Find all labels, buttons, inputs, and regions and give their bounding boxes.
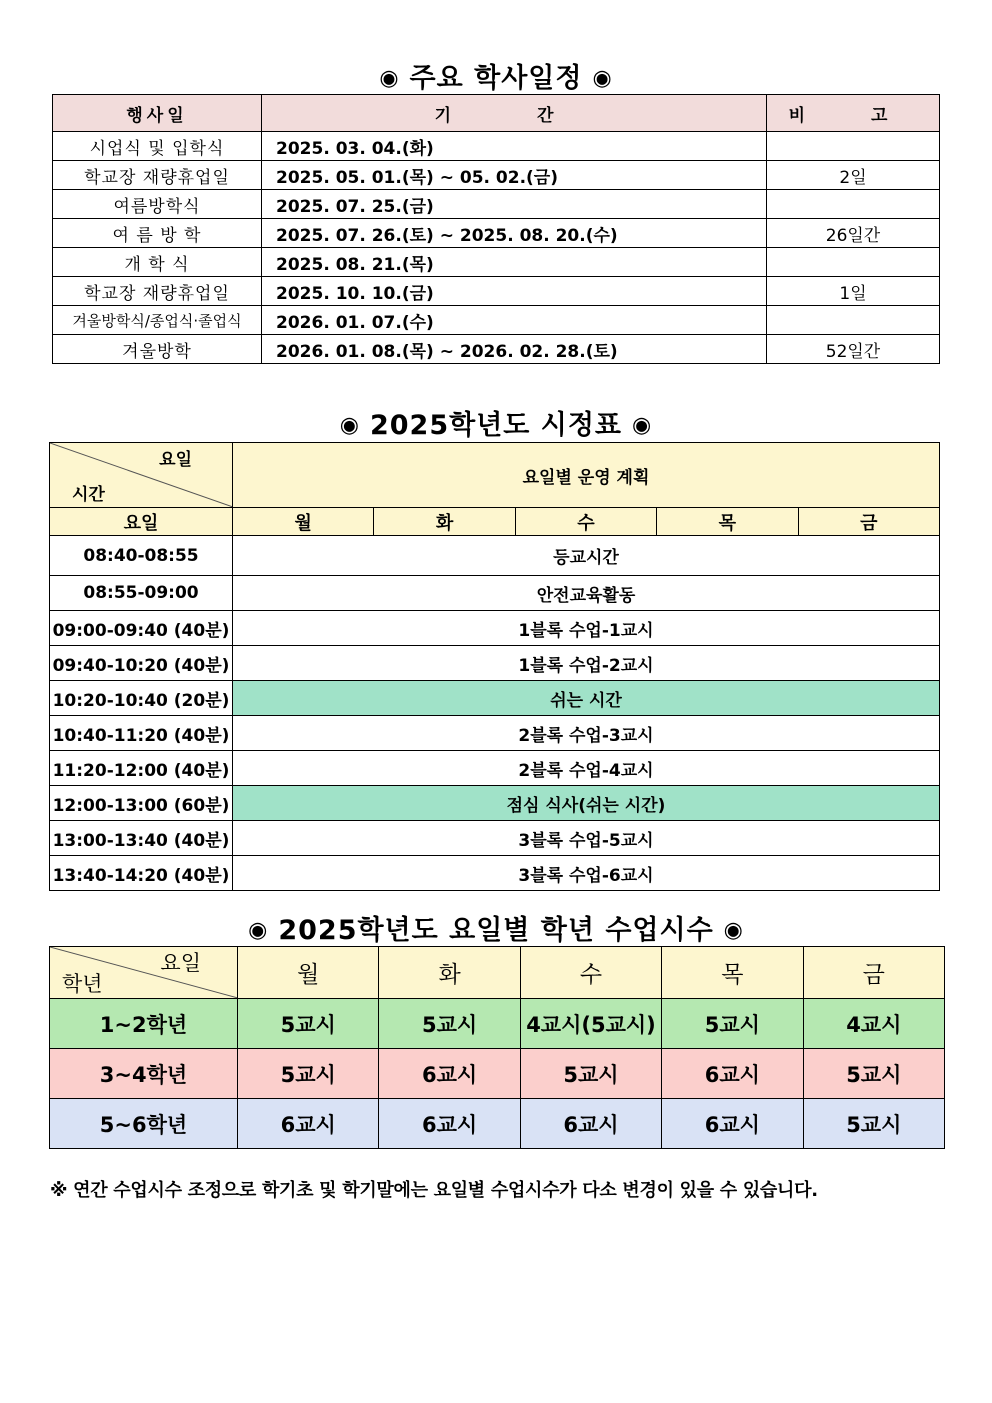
event-period: 2025. 03. 04.(화) <box>262 132 767 161</box>
day-mon: 월 <box>238 947 379 999</box>
time-cell: 10:20-10:40 (20분) <box>50 681 233 716</box>
plan-header: 요일별 운영 계획 <box>233 443 940 508</box>
day-label: 요일 <box>50 508 233 536</box>
periods-title <box>0 914 992 948</box>
header-event: 행사일 <box>53 95 262 132</box>
table-row <box>53 306 940 335</box>
header-period: 기 간 <box>262 95 767 132</box>
footnote: ※ 연간 수업시수 조정으로 학기초 및 학기말에는 요일별 수업시수가 다소 변경이 있을 수 있습니다. <box>50 1180 818 1201</box>
break-cell: 점심 식사(쉬는 시간) <box>233 786 940 821</box>
day-wed: 수 <box>515 508 656 536</box>
table-row <box>53 219 940 248</box>
period-cell: 5교시 <box>238 1049 379 1099</box>
event-name: 여름방학식 <box>53 190 262 219</box>
period-cell: 6교시 <box>238 1099 379 1149</box>
event-note <box>767 132 940 161</box>
timetable-table <box>49 442 940 891</box>
event-name: 학교장 재량휴업일 <box>53 277 262 306</box>
timetable-title <box>0 409 992 443</box>
event-name: 시업식 및 입학식 <box>53 132 262 161</box>
event-note: 1일 <box>767 277 940 306</box>
event-note <box>767 248 940 277</box>
event-name: 겨울방학 <box>53 335 262 364</box>
day-fri: 금 <box>798 508 939 536</box>
event-period: 2025. 10. 10.(금) <box>262 277 767 306</box>
grade-cell: 3~4학년 <box>50 1049 238 1099</box>
event-note <box>767 190 940 219</box>
periods-title-text: 2025학년도 요일별 학년 수업시수 <box>278 915 714 946</box>
event-period: 2025. 07. 26.(토) ~ 2025. 08. 20.(수) <box>262 219 767 248</box>
time-cell: 10:40-11:20 (40분) <box>50 716 233 751</box>
period-cell: 6교시 <box>662 1049 803 1099</box>
period-cell: 4교시 <box>803 999 944 1049</box>
period-cell: 6교시 <box>662 1099 803 1149</box>
event-note: 2일 <box>767 161 940 190</box>
event-name: 여 름 방 학 <box>53 219 262 248</box>
activity-cell: 2블록 수업-4교시 <box>233 751 940 786</box>
schedule-title <box>0 62 992 96</box>
activity-cell: 3블록 수업-6교시 <box>233 856 940 891</box>
corner-day-label: 요일 <box>159 450 192 470</box>
activity-cell: 2블록 수업-3교시 <box>233 716 940 751</box>
table-row <box>53 132 940 161</box>
circled-dot-icon: ◉ <box>723 918 744 943</box>
time-cell: 09:40-10:20 (40분) <box>50 646 233 681</box>
period-cell: 5교시 <box>238 999 379 1049</box>
corner-cell <box>50 947 238 999</box>
activity-cell: 1블록 수업-1교시 <box>233 611 940 646</box>
activity-cell: 3블록 수업-5교시 <box>233 821 940 856</box>
circled-dot-icon: ◉ <box>248 918 269 943</box>
event-name: 겨울방학식/종업식·졸업식 <box>53 306 262 335</box>
day-tue: 화 <box>374 508 515 536</box>
circled-dot-icon: ◉ <box>339 413 360 438</box>
event-note: 26일간 <box>767 219 940 248</box>
corner-time-label: 시간 <box>72 485 105 505</box>
table-row <box>50 999 945 1049</box>
table-row <box>53 335 940 364</box>
time-cell: 11:20-12:00 (40분) <box>50 751 233 786</box>
day-fri: 금 <box>803 947 944 999</box>
period-cell: 6교시 <box>379 1049 520 1099</box>
table-row <box>53 277 940 306</box>
event-period: 2025. 08. 21.(목) <box>262 248 767 277</box>
time-cell: 13:00-13:40 (40분) <box>50 821 233 856</box>
event-note: 52일간 <box>767 335 940 364</box>
period-cell: 5교시 <box>520 1049 661 1099</box>
day-thu: 목 <box>662 947 803 999</box>
event-period: 2026. 01. 08.(목) ~ 2026. 02. 28.(토) <box>262 335 767 364</box>
corner-cell <box>50 443 233 508</box>
grade-cell: 1~2학년 <box>50 999 238 1049</box>
period-cell: 5교시 <box>662 999 803 1049</box>
time-cell: 08:40-08:55 <box>50 536 233 576</box>
period-cell: 4교시(5교시) <box>520 999 661 1049</box>
time-cell: 08:55-09:00 <box>50 576 233 611</box>
table-row <box>50 786 940 821</box>
table-row <box>53 161 940 190</box>
event-note <box>767 306 940 335</box>
break-cell: 쉬는 시간 <box>233 681 940 716</box>
grade-periods-table <box>49 946 945 1149</box>
corner-day-label: 요일 <box>160 951 201 975</box>
event-period: 2026. 01. 07.(수) <box>262 306 767 335</box>
event-period: 2025. 07. 25.(금) <box>262 190 767 219</box>
table-row <box>50 751 940 786</box>
day-wed: 수 <box>520 947 661 999</box>
schedule-title-text: 주요 학사일정 <box>409 63 583 94</box>
grade-cell: 5~6학년 <box>50 1099 238 1149</box>
table-row <box>50 821 940 856</box>
table-row <box>50 681 940 716</box>
table-row <box>50 576 940 611</box>
table-row <box>53 248 940 277</box>
event-period: 2025. 05. 01.(목) ~ 05. 02.(금) <box>262 161 767 190</box>
header-note: 비 고 <box>767 95 940 132</box>
corner-grade-label: 학년 <box>62 972 103 996</box>
event-name: 개 학 식 <box>53 248 262 277</box>
table-row <box>53 190 940 219</box>
time-cell: 09:00-09:40 (40분) <box>50 611 233 646</box>
table-row <box>50 646 940 681</box>
day-mon: 월 <box>233 508 374 536</box>
activity-cell: 안전교육활동 <box>233 576 940 611</box>
table-row <box>50 611 940 646</box>
activity-cell: 등교시간 <box>233 536 940 576</box>
event-name: 학교장 재량휴업일 <box>53 161 262 190</box>
activity-cell: 1블록 수업-2교시 <box>233 646 940 681</box>
day-thu: 목 <box>657 508 798 536</box>
period-cell: 5교시 <box>379 999 520 1049</box>
table-row <box>50 1049 945 1099</box>
circled-dot-icon: ◉ <box>379 66 400 91</box>
table-row <box>50 716 940 751</box>
period-cell: 6교시 <box>520 1099 661 1149</box>
table-row <box>50 536 940 576</box>
table-row <box>50 856 940 891</box>
period-cell: 5교시 <box>803 1099 944 1149</box>
academic-schedule-table <box>52 94 940 364</box>
day-tue: 화 <box>379 947 520 999</box>
circled-dot-icon: ◉ <box>592 66 613 91</box>
table-row <box>50 1099 945 1149</box>
period-cell: 5교시 <box>803 1049 944 1099</box>
period-cell: 6교시 <box>379 1099 520 1149</box>
circled-dot-icon: ◉ <box>632 413 653 438</box>
timetable-title-text: 2025학년도 시정표 <box>369 410 623 441</box>
time-cell: 12:00-13:00 (60분) <box>50 786 233 821</box>
time-cell: 13:40-14:20 (40분) <box>50 856 233 891</box>
